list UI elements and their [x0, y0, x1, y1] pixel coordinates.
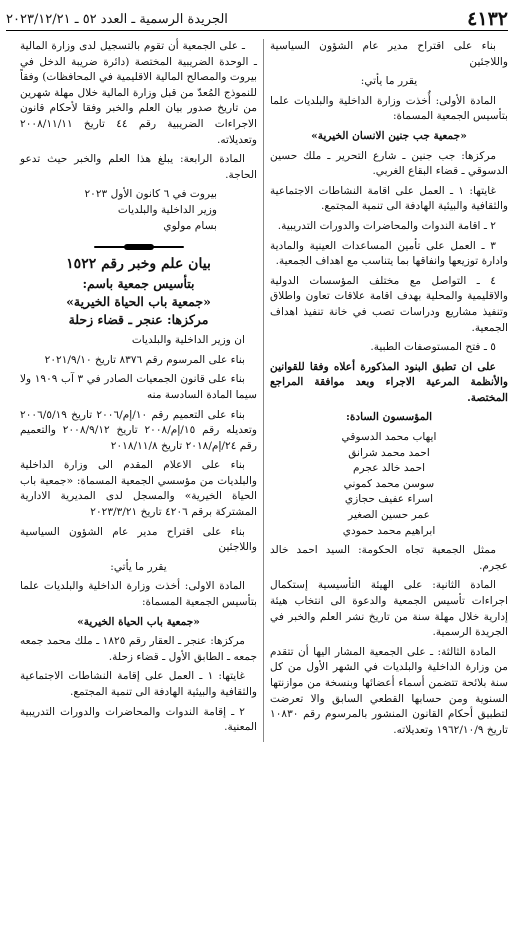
paragraph: ٢ ـ إقامة الندوات والمحاضرات والدورات التدريبية المعنية. — [20, 705, 257, 734]
founders-title: المؤسسون السادة: — [345, 411, 433, 424]
founder-name: احمد خالد عجرم — [352, 462, 426, 475]
section-divider — [94, 244, 184, 250]
signature-name: بسام مولوي — [163, 219, 217, 232]
paragraph: بناء على اقتراح مدير عام الشؤون السياسية واللاجئين — [20, 525, 257, 554]
paragraph: المادة الثانية: على الهيئة التأسيسية إستكمال اجراءات تأسيس الجمعية والدعوة الى انتخاب هيئة إدارية خلال مهلة سنة من تاريخ نشر العلم والخبر في الجريدة الرسمية. — [270, 579, 508, 639]
paragraph: ـ على الجمعية أن تقوم بالتسجيل لدى وزارة المالية ـ الوحدة الضريبية المختصة (دائرة ضريبة الدخل في بيروت والمصالح المالية الاقليمية في المحافظات) وفقاً للنموذج المُعدّ من قبل وزارة المالية خلال مهلة شهرين من تاريخ صدور بيان العلم والخبر وفقا لأحكام قانون الاجراءات الضريبية رقم ٤٤ تاريخ ٢٠٠٨/١١/١١ وتعديلاته. — [20, 40, 257, 146]
paragraph: مركزها: جب جنين ـ شارع التحرير ـ ملك حسين الدسوقي ـ قضاء البقاع الغربي. — [270, 149, 508, 178]
signature-minister: وزير الداخلية والبلديات — [117, 203, 217, 216]
paragraph: غايتها: ١ ـ العمل على إقامة النشاطات الاجتماعية والثقافية والبيئية الهادفة الى تنمية المجتمع. — [20, 670, 257, 698]
paragraph: ٥ ـ فتح المستوصفات الطبية. — [370, 341, 496, 354]
paragraph: ممثل الجمعية تجاه الحكومة: السيد احمد خالد عجرم. — [270, 544, 508, 572]
paragraph: «جمعية باب الحياة الخيرية» — [77, 615, 200, 628]
paragraph: المادة الرابعة: يبلغ هذا العلم والخبر حيث تدعو الحاجة. — [20, 153, 257, 181]
paragraph: المادة الأولى: أُخذت وزارة الداخلية والبلديات علما بتأسيس الجمعية المسماة: — [270, 94, 508, 123]
founders-list — [270, 430, 508, 539]
page-header — [6, 8, 508, 31]
paragraph: ٢ ـ اقامة الندوات والمحاضرات والدورات التدريبية. — [277, 219, 496, 232]
right-column — [264, 39, 508, 742]
paragraph: يقرر ما يأتي: — [110, 560, 167, 573]
paragraph: بناء على اقتراح مدير عام الشؤون السياسية واللاجئين — [270, 40, 508, 68]
notice-subtitle: بتأسيس جمعية باسم: — [82, 276, 195, 292]
paragraph: يقرر ما يأتي: — [360, 75, 418, 88]
association-name: «جمعية باب الحياة الخيرية» — [66, 294, 211, 310]
founder-name: عمر حسين الصغير — [348, 509, 430, 522]
page-number: ٤١٣٢ — [467, 8, 508, 30]
paragraph: على ان تطبق البنود المذكورة أعلاه وفقا للقوانين والأنظمة المرعية الاجراء وبعد موافقة المراجع المختصة. — [270, 360, 508, 404]
notice-title: بيان علم وخبر رقم ١٥٢٢ — [66, 256, 211, 273]
paragraph: ان وزير الداخلية والبلديات — [131, 334, 245, 347]
founder-name: احمد محمد شرانق — [348, 446, 430, 459]
paragraph: بناء على المرسوم رقم ٨٣٧٦ تاريخ ٢٠٢١/٩/١٠ — [44, 353, 245, 366]
running-title: الجريدة الرسمية ـ العدد ٥٢ ـ ٢٠٢٣/١٢/٢١ — [6, 11, 228, 27]
paragraph: مركزها: عنجر ـ العقار رقم ١٨٢٥ ـ ملك محمد جمعه جمعه ـ الطابق الأول ـ قضاء زحلة. — [20, 635, 257, 663]
right-column-paragraphs — [270, 39, 508, 406]
paragraph: غايتها: ١ ـ العمل على اقامة النشاطات الاجتماعية والثقافية والبيئية الهادفة الى تنمية المجتمع. — [270, 184, 508, 213]
paragraph: بناء على قانون الجمعيات الصادر في ٣ آب ١٩٠٩ ولا سيما المادة السادسة منه — [20, 373, 257, 401]
paragraph: «جمعية جب جنين الانسان الخيرية» — [311, 129, 467, 142]
paragraph: ٤ ـ التواصل مع مختلف المؤسسات الدولية والاقليمية والمحلية بهدف اقامة علاقات تعاون واطلاق وتنفيذ مشاريع ودراسات تصب في خانة تنفيذ اهداف الجمعية. — [270, 274, 508, 334]
paragraph: المادة الثالثة: ـ على الجمعية المشار اليها أن تتقدم من وزارة الداخلية والبلديات في الشهر الأول من كل سنة بلائحة تتضمن أسماء أعضائها وبنسخة من موازنتها السنوية ومن حسابها القطعي السابق والا تعرضت لتطبيق أحكام القانون المنشور بالمرسوم رقم ١٠٨٣٠ تاريخ ١٩٦٢/١٠/٩ وتعديلاته. — [270, 645, 508, 736]
founder-name: اسراء عفيف حجازي — [344, 493, 434, 506]
columns — [6, 39, 508, 742]
left-column-body — [20, 333, 257, 736]
paragraph: المادة الاولى: أخذت وزارة الداخلية والبلديات علما بتأسيس الجمعية المسماة: — [20, 580, 257, 609]
signature-place-date: بيروت في ٦ كانون الأول ٢٠٢٣ — [84, 188, 217, 201]
association-hq: مركزها: عنجر ـ قضاء زحلة — [68, 312, 209, 328]
founder-name: سوسن محمد كموني — [343, 477, 435, 490]
paragraph: بناء على الاعلام المقدم الى وزارة الداخلية والبلديات من مؤسسي الجمعية المسماة: «جمعية باب الحياة الخيرية» والمسجل لدى المديرية الادارية المشتركة برقم ٤٢٠٦ تاريخ ٢٠٢٣/٣/٢١ — [20, 459, 257, 519]
founder-name: ابراهيم محمد حمودي — [342, 524, 436, 537]
paragraph: بناء على التعميم رقم ١٠/إم/٢٠٠٦ تاريخ ٢٠٠٦/٥/١٩ وتعديله رقم ١٥/إم/٢٠٠٨ تاريخ ٢٠٠٨/٩/١٢ والتعميم رقم ٢٤/إم/٢٠١٨ تاريخ ٢٠١٨/١١/٨ — [20, 408, 257, 452]
left-column — [20, 39, 264, 742]
right-column-end — [270, 543, 508, 738]
left-column-top — [20, 39, 257, 183]
signature-block — [20, 187, 257, 234]
founder-name: ايهاب محمد الدسوقي — [341, 431, 437, 444]
paragraph: ٣ ـ العمل على تأمين المساعدات العينية والمادية وادارة توزيعها وانفاقها بما يتناسب مع اهداف الجمعية. — [270, 239, 508, 268]
